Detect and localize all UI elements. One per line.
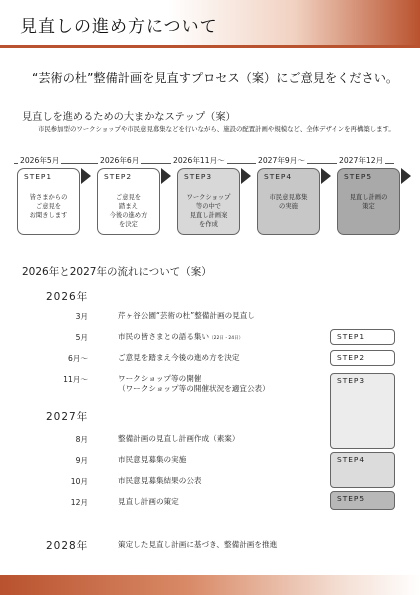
step-card-4 <box>257 168 320 235</box>
row-text: 見直し計画の策定 <box>118 497 179 506</box>
timeline-date: 2027年9月～ <box>258 156 305 165</box>
schedule-label: STEP1 <box>337 332 366 341</box>
row-text: ご意見を踏まえ今後の進め方を決定 <box>118 353 240 362</box>
row-date: 9月 <box>75 456 88 465</box>
year-label: 2028年 <box>46 540 89 552</box>
timeline-date: 2026年5月 <box>20 156 60 165</box>
page-title: 見直しの進め方について <box>20 17 218 37</box>
step-card-1 <box>17 168 80 235</box>
schedule-box-step3 <box>330 373 395 449</box>
schedule-box-step1 <box>330 329 395 345</box>
arrow-right-icon <box>401 168 411 184</box>
header-underline <box>0 45 420 48</box>
flow-heading: 2026年と2027年の流れについて（案） <box>22 266 212 278</box>
step-text: ご意見を 踏まえ 今後の進め方 を決定 <box>109 194 148 228</box>
step-label: STEP3 <box>184 172 213 181</box>
timeline-date: 2026年11月～ <box>173 156 225 165</box>
year-label: 2026年 <box>46 291 89 303</box>
arrow-right-icon <box>321 168 331 184</box>
step-label: STEP4 <box>264 172 293 181</box>
row-note: （22日・24日） <box>209 336 244 341</box>
row-date: 12月 <box>70 498 88 507</box>
row-text: 市民意見募集結果の公表 <box>118 476 202 485</box>
step-text: 市民意見募集 の実施 <box>269 194 308 210</box>
schedule-box-step5 <box>330 491 395 510</box>
schedule-box-step2 <box>330 350 395 366</box>
row-text-main: 市民の皆さまとの語る集い <box>118 332 210 341</box>
schedule-label: STEP2 <box>337 353 366 362</box>
row-date: 8月 <box>75 435 88 444</box>
year-label: 2027年 <box>46 411 89 423</box>
final-text: 策定した見直し計画に基づき、整備計画を推進 <box>118 540 278 549</box>
schedule-box-step4 <box>330 452 395 488</box>
step-card-3 <box>177 168 240 235</box>
timeline-date: 2026年6月 <box>100 156 140 165</box>
step-card-2 <box>97 168 160 235</box>
schedule-label: STEP3 <box>337 376 366 385</box>
row-date: 6月～ <box>67 354 88 363</box>
step-text: 皆さまからの ご意見を お聞きします <box>29 194 68 219</box>
arrow-right-icon <box>81 168 91 184</box>
step-text: ワークショップ 等の中で 見直し計画案 を作成 <box>186 194 231 228</box>
timeline-date: 2027年12月 <box>339 156 384 165</box>
step-card-5 <box>337 168 400 235</box>
step-label: STEP5 <box>344 172 373 181</box>
subtitle: “芸術の杜”整備計画を見直すプロセス（案）にご意見をください。 <box>32 71 399 85</box>
step-label: STEP2 <box>104 172 133 181</box>
schedule-label: STEP4 <box>337 455 366 464</box>
row-date: 10月 <box>70 477 88 486</box>
footer-bar <box>0 575 420 595</box>
row-text: 市民意見募集の実施 <box>118 455 187 464</box>
steps-heading: 見直しを進めるための大まかなステップ（案） <box>22 112 236 123</box>
row-date: 5月 <box>75 333 88 342</box>
step-label: STEP1 <box>24 172 53 181</box>
arrow-right-icon <box>161 168 171 184</box>
row-text: 整備計画の見直し計画作成（素案） <box>118 434 240 443</box>
row-text <box>118 332 243 344</box>
row-date: 11月～ <box>63 375 88 384</box>
row-text: 芹ヶ谷公園“芸術の杜”整備計画の見直し <box>118 311 255 320</box>
step-text: 見直し計画の 策定 <box>349 194 388 210</box>
schedule-label: STEP5 <box>337 494 366 503</box>
arrow-right-icon <box>241 168 251 184</box>
steps-description: 市民参加型のワークショップや市民意見募集などを行いながら、施設の配置計画や規模など、全体デザインを再構築します。 <box>38 125 395 133</box>
row-date: 3月 <box>75 312 88 321</box>
row-text: ワークショップ等の開催 （ワークショップ等の開催状況を適宜公表） <box>118 374 270 393</box>
